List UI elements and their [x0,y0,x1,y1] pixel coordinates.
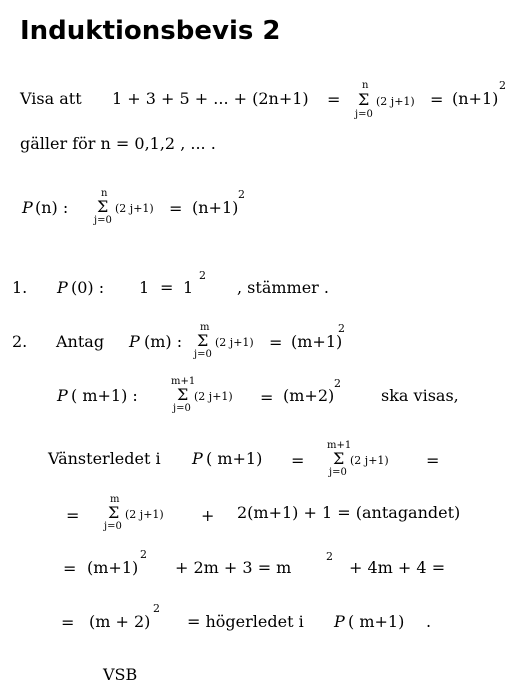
step-number: 1. [12,278,28,297]
sum-body: (2 j+1) [215,336,254,349]
sigma-symbol: Σ [197,331,209,350]
equals-sign: = [160,278,174,297]
sum-upper-limit: n [101,188,108,199]
sum-upper-limit: m+1 [327,440,352,451]
sum-upper-limit: m [200,322,210,333]
p-symbol: P [192,449,203,468]
vsb-conclusion: VSB [103,665,138,684]
equals-sign: = [260,388,274,407]
sigma-symbol: Σ [177,385,189,404]
rhs-expression: (n+1) [192,198,239,217]
exponent: 2 [326,550,333,563]
sum-upper-limit: n [362,80,369,91]
p-argument: ( m+1) : [71,386,138,405]
condition-line: gäller för n = 0,1,2 , ... . [20,134,216,153]
sum-body: (2 j+1) [125,508,164,521]
equals-sign: = [327,90,341,109]
sum-upper-limit: m+1 [171,376,196,387]
sum-body: (2 j+1) [376,95,415,108]
sum-lower-limit: j=0 [329,467,347,478]
page-title: Induktionsbevis 2 [20,16,281,46]
equals-sign: = [269,333,283,352]
rhs-expression: (m+1) [291,332,343,351]
equals-sign: = [291,451,305,470]
derivation-rest: + 2m + 3 = m [175,558,292,577]
rhs-expression: (m+2) [283,386,335,405]
period: . [426,612,432,631]
term: (m+1) [87,558,139,577]
hogerledet-text: = högerledet i [187,612,304,631]
sum-body: (2 j+1) [115,202,154,215]
sigma-symbol: Σ [108,503,120,522]
exponent: 2 [499,79,506,92]
p-argument: (m) : [144,332,183,351]
exponent: 2 [153,602,160,615]
p-symbol: P [57,278,68,297]
p-argument: ( m+1) [206,449,263,468]
p-argument: (0) : [71,278,105,297]
sigma-symbol: Σ [97,197,109,216]
equals-sign: = [426,451,440,470]
derivation-rest: 2(m+1) + 1 = (antagandet) [237,503,461,522]
p-argument: (n) : [35,198,69,217]
equals-sign: = [430,90,444,109]
sum-upper-limit: m [110,494,120,505]
derivation-rest: + 4m + 4 = [349,558,446,577]
sum-lower-limit: j=0 [104,521,122,532]
antag-text: Antag [56,332,105,351]
series-lhs: 1 + 3 + 5 + ... + (2n+1) [112,89,309,108]
equals-sign: = [169,199,183,218]
exponent: 2 [334,377,341,390]
vansterledet-text: Vänsterledet i [48,449,161,468]
sum-body: (2 j+1) [350,454,389,467]
base-conclusion: , stämmer . [237,278,329,297]
sum-body: (2 j+1) [194,390,233,403]
sum-lower-limit: j=0 [355,109,373,120]
p-argument: ( m+1) [348,612,405,631]
sum-lower-limit: j=0 [173,403,191,414]
sum-lower-limit: j=0 [194,349,212,360]
term: (m + 2) [89,612,151,631]
p-symbol: P [57,386,68,405]
p-symbol: P [334,612,345,631]
base-lhs: 1 [139,278,150,297]
equals-sign: = [66,506,80,525]
sigma-symbol: Σ [358,90,370,109]
p-symbol: P [129,332,140,351]
base-rhs: 1 [183,278,194,297]
exponent: 2 [140,548,147,561]
equals-sign: = [63,559,77,578]
sum-lower-limit: j=0 [94,215,112,226]
sigma-symbol: Σ [333,449,345,468]
step-number: 2. [12,332,28,351]
rhs-expression: (n+1) [452,89,499,108]
ska-visas-text: ska visas, [381,386,459,405]
plus-sign: + [201,506,215,525]
visa-att-text: Visa att [20,89,82,108]
exponent: 2 [338,322,345,335]
exponent: 2 [199,269,206,282]
equals-sign: = [61,613,75,632]
p-symbol: P [22,198,33,217]
exponent: 2 [238,188,245,201]
